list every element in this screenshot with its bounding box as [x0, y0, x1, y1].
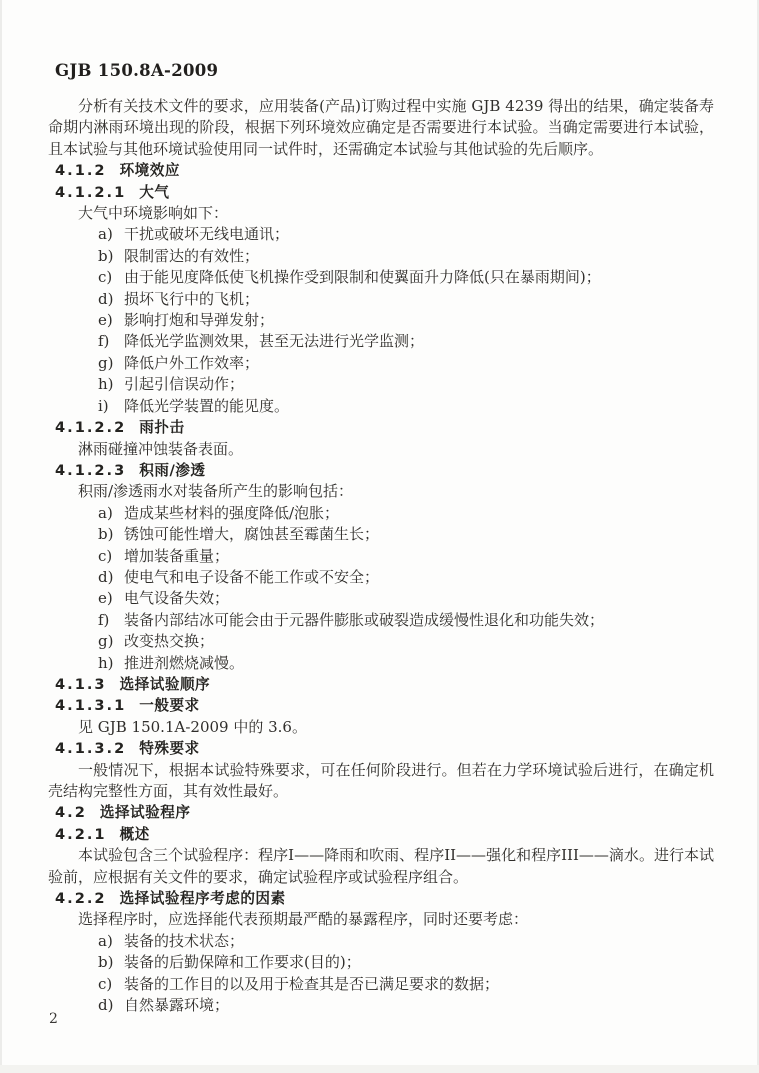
list-marker: f): [98, 332, 110, 351]
text-line: 淋雨碰撞冲蚀装备表面。: [78, 439, 244, 458]
list-item-text: 装备的工作目的以及用于检查其是否已满足要求的数据；: [124, 974, 500, 993]
list-item: [48, 931, 714, 952]
list-item: [48, 567, 714, 588]
list-item-text: 由于能见度降低使飞机操作受到限制和使翼面升力降低(只在暴雨期间)；: [124, 268, 601, 287]
clause-title: 雨扑击: [139, 419, 185, 437]
clause-number: 4.1.3: [55, 675, 107, 693]
clause-heading: [48, 888, 714, 909]
list-item: [48, 331, 714, 352]
list-item: [48, 524, 714, 545]
clause-number: 4.2: [55, 804, 87, 822]
text-line: 见 GJB 150.1A-2009 中的 3.6。: [78, 717, 307, 736]
clause-title: 特殊要求: [139, 740, 200, 758]
list-item-text: 使电气和电子设备不能工作或不安全；: [124, 567, 380, 586]
list-item: [48, 310, 714, 331]
list-marker: g): [98, 353, 114, 372]
clause-title: 选择试验程序: [99, 804, 191, 822]
list-marker: b): [98, 953, 114, 972]
list-item: [48, 546, 714, 567]
document-content: [48, 96, 714, 1016]
list-item-text: 锈蚀可能性增大，腐蚀甚至霉菌生长；: [124, 525, 380, 544]
list-item: [48, 631, 714, 652]
list-marker: b): [98, 525, 114, 544]
clause-number: 4.1.3.2: [55, 740, 127, 758]
clause-title: 选择试验顺序: [119, 675, 211, 693]
list-marker: b): [98, 246, 114, 265]
paragraph: 一般情况下，根据本试验特殊要求，可在任何阶段进行。但若在力学环境试验后进行，在确定机壳结构完整性方面，其有效性最好。: [48, 760, 714, 800]
paragraph: 本试验包含三个试验程序：程序I——降雨和吹雨、程序II——强化和程序III——滴水。进行本试验前，应根据有关文件的要求，确定试验程序或试验程序组合。: [48, 846, 714, 886]
list-item-text: 自然暴露环境；: [124, 996, 230, 1015]
text-line: 选择程序时，应选择能代表预期最严酷的暴露程序，同时还要考虑：: [78, 910, 529, 929]
list-item: [48, 952, 714, 973]
clause-title: 选择试验程序考虑的因素: [119, 890, 286, 908]
clause-number: 4.1.3.1: [55, 697, 127, 715]
clause-heading: [48, 160, 714, 181]
list-marker: d): [98, 567, 114, 586]
clause-number: 4.1.2.3: [55, 461, 127, 479]
list-marker: f): [98, 610, 110, 629]
list-item-text: 装备的后勤保障和工作要求(目的)；: [124, 953, 361, 972]
clause-title: 积雨/渗透: [139, 461, 206, 479]
list-item: [48, 246, 714, 267]
list-item-text: 改变热交换；: [124, 632, 215, 651]
page-number: 2: [49, 1011, 58, 1027]
list-marker: a): [98, 225, 113, 244]
clause-number: 4.2.1: [55, 825, 107, 843]
text-line: 大气中环境影响如下：: [78, 204, 229, 223]
list-item-text: 推进剂燃烧减慢。: [124, 653, 245, 672]
clause-heading: [48, 674, 714, 695]
clause-title: 一般要求: [139, 697, 200, 715]
list-item-text: 限制雷达的有效性；: [124, 246, 260, 265]
list-marker: d): [98, 289, 114, 308]
list-marker: a): [98, 503, 113, 522]
list-item-text: 电气设备失效；: [124, 589, 230, 608]
clause-number: 4.1.2.2: [55, 419, 127, 437]
list-item: [48, 610, 714, 631]
list-item-text: 增加装备重量；: [124, 546, 230, 565]
list-marker: e): [98, 311, 113, 330]
list-item: [48, 653, 714, 674]
clause-title: 概述: [119, 825, 150, 843]
list-marker: e): [98, 589, 113, 608]
list-item: [48, 396, 714, 417]
standard-number-header: GJB 150.8A-2009: [55, 61, 219, 80]
list-marker: c): [98, 268, 113, 287]
list-marker: d): [98, 996, 114, 1015]
clause-title: 环境效应: [119, 162, 180, 180]
text-line: 积雨/渗透雨水对装备所产生的影响包括：: [78, 482, 354, 501]
list-item: [48, 974, 714, 995]
clause-number: 4.2.2: [55, 890, 107, 908]
clause-number: 4.1.2.1: [55, 183, 127, 201]
list-item-text: 降低户外工作效率；: [124, 353, 260, 372]
clause-heading: [48, 802, 714, 823]
clause-title: 大气: [139, 183, 170, 201]
clause-heading: [48, 824, 714, 845]
list-item: [48, 503, 714, 524]
list-item-text: 影响打炮和导弹发射；: [124, 311, 275, 330]
list-item-text: 造成某些材料的强度降低/泡胀；: [124, 503, 340, 522]
list-marker: g): [98, 632, 114, 651]
list-item-text: 装备的技术状态；: [124, 931, 245, 950]
list-item: [48, 995, 714, 1016]
list-item: [48, 224, 714, 245]
list-item: [48, 588, 714, 609]
paragraph: 分析有关技术文件的要求，应用装备(产品)订购过程中实施 GJB 4239 得出的结果，确定装备寿命期内淋雨环境出现的阶段，根据下列环境效应确定是否需要进行本试验。当确定需要进行本试验，且本试验与其他环境试验使用同一试件时，还需确定本试验与其他试验的先后顺序。: [48, 97, 714, 158]
list-item-text: 装备内部结冰可能会由于元器件膨胀或破裂造成缓慢性退化和功能失效；: [124, 610, 605, 629]
clause-heading: [48, 738, 714, 759]
page-edge-left: [0, 0, 2, 1073]
list-item-text: 引起引信误动作；: [124, 375, 245, 394]
list-marker: c): [98, 974, 113, 993]
list-marker: i): [98, 396, 109, 415]
list-item: [48, 289, 714, 310]
list-item: [48, 267, 714, 288]
list-marker: h): [98, 375, 114, 394]
list-marker: c): [98, 546, 113, 565]
clause-heading: [48, 695, 714, 716]
list-item-text: 损坏飞行中的飞机；: [124, 289, 260, 308]
list-marker: a): [98, 931, 113, 950]
clause-number: 4.1.2: [55, 162, 107, 180]
list-item: [48, 374, 714, 395]
page-edge-bottom: [0, 1065, 759, 1073]
list-item-text: 降低光学装置的能见度。: [124, 396, 290, 415]
list-item: [48, 353, 714, 374]
list-item-text: 干扰或破坏无线电通讯；: [124, 225, 290, 244]
clause-heading: [48, 460, 714, 481]
clause-heading: [48, 182, 714, 203]
list-marker: h): [98, 653, 114, 672]
list-item-text: 降低光学监测效果，甚至无法进行光学监测；: [124, 332, 425, 351]
clause-heading: [48, 417, 714, 438]
